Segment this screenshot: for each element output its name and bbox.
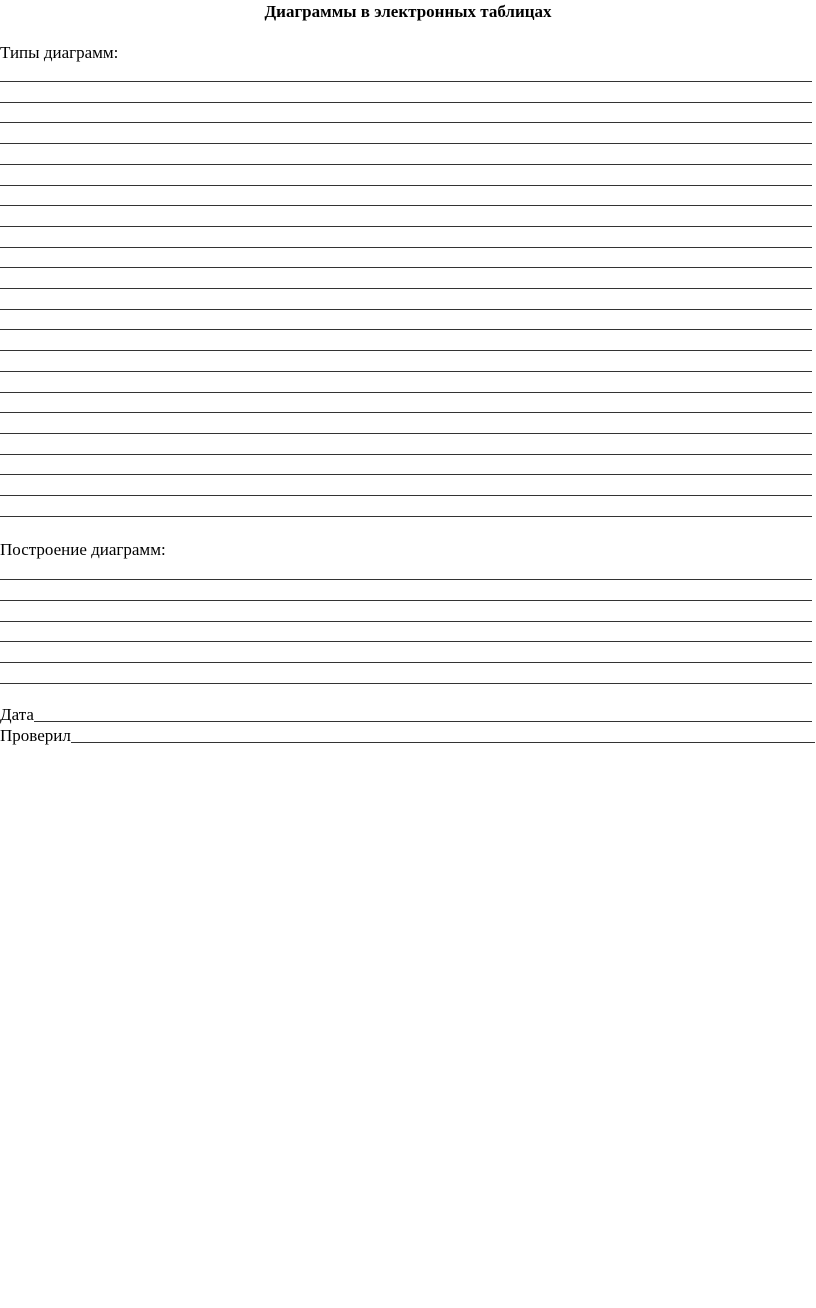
answer-line <box>0 412 812 413</box>
answer-line <box>0 371 812 372</box>
date-field <box>0 705 812 725</box>
answer-line <box>0 102 812 103</box>
types-section-label: Типы диаграмм: <box>0 43 119 62</box>
answer-line <box>0 143 812 144</box>
answer-line <box>0 683 812 684</box>
answer-line <box>0 579 812 580</box>
page-title: Диаграммы в электронных таблицах <box>264 2 552 21</box>
build-section-label: Построение диаграмм: <box>0 540 166 559</box>
answer-line <box>0 662 812 663</box>
answer-line <box>0 122 812 123</box>
checked-by-label: Проверил <box>0 726 71 745</box>
date-blank-line <box>34 721 812 722</box>
answer-line <box>0 621 812 622</box>
answer-line <box>0 81 812 82</box>
date-label: Дата <box>0 705 34 724</box>
answer-line <box>0 495 812 496</box>
answer-line <box>0 474 812 475</box>
answer-line <box>0 309 812 310</box>
answer-line <box>0 226 812 227</box>
answer-line <box>0 205 812 206</box>
answer-line <box>0 329 812 330</box>
answer-line <box>0 454 812 455</box>
answer-line <box>0 164 812 165</box>
answer-line <box>0 267 812 268</box>
answer-line <box>0 350 812 351</box>
answer-line <box>0 641 812 642</box>
answer-line <box>0 516 812 517</box>
answer-line <box>0 247 812 248</box>
answer-line <box>0 600 812 601</box>
answer-line <box>0 392 812 393</box>
checked-by-field <box>0 726 815 746</box>
answer-line <box>0 288 812 289</box>
checked-by-blank-line <box>71 742 815 743</box>
answer-line <box>0 185 812 186</box>
answer-line <box>0 433 812 434</box>
